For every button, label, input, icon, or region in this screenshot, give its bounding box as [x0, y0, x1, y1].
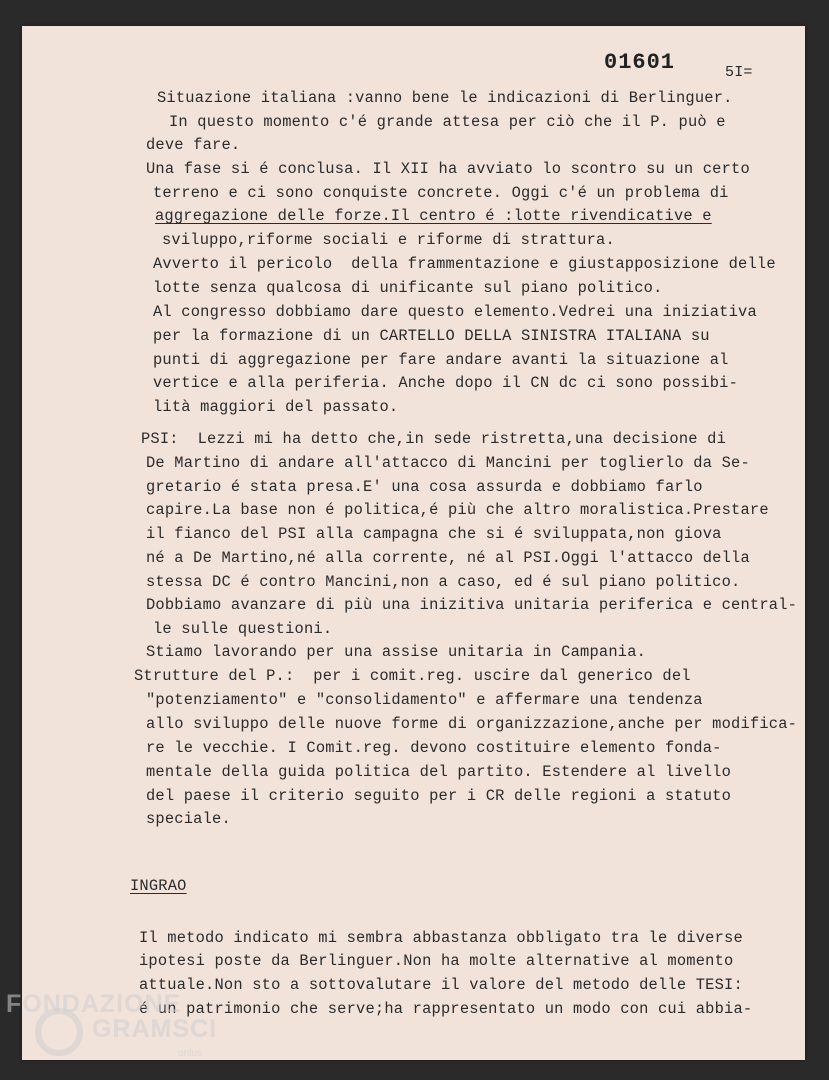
text-line: sviluppo,riforme sociali e riforme di strattura.	[162, 231, 615, 249]
text-line: punti di aggregazione per fare andare avanti la situazione al	[153, 351, 729, 369]
page-number: 5I=	[725, 64, 753, 81]
text-line: re le vecchie. I Comit.reg. devono costituire elemento fonda-	[146, 739, 722, 757]
document-page	[22, 26, 805, 1060]
text-line: terreno e ci sono conquiste concrete. Oggi c'é un problema di	[153, 184, 729, 202]
text-line: per la formazione di un CARTELLO DELLA SINISTRA ITALIANA su	[153, 327, 710, 345]
text-line: é un patrimonio che serve;ha rappresentato un modo con cui abbia-	[139, 1000, 753, 1018]
text-line: attuale.Non sto a sottovalutare il valore del metodo delle TESI:	[139, 976, 743, 994]
section-strutture-line: Strutture del P.: per i comit.reg. uscire dal generico del	[134, 667, 691, 685]
text-line: Dobbiamo avanzare di più una inizitiva unitaria periferica e central-	[146, 596, 798, 614]
text-line: Il metodo indicato mi sembra abbastanza obbligato tra le diverse	[139, 929, 743, 947]
text-line: ipotesi poste da Berlinguer.Non ha molte alternative al momento	[139, 952, 734, 970]
text-line: De Martino di andare all'attacco di Mancini per toglierlo da Se-	[146, 454, 750, 472]
fondazione-gramsci-watermark	[0, 985, 230, 1080]
text-line: deve fare.	[146, 136, 241, 154]
text-line: In questo momento c'é grande attesa per ciò che il P. può e	[169, 113, 726, 131]
text-line: Una fase si é conclusa. Il XII ha avviato lo scontro su un certo	[146, 160, 750, 178]
text-line: mentale della guida politica del partito. Estendere al livello	[146, 763, 732, 781]
text-line: Situazione italiana :vanno bene le indicazioni di Berlinguer.	[157, 89, 733, 107]
text-line: allo sviluppo delle nuove forme di organizzazione,anche per modifica-	[146, 715, 798, 733]
text-line: lotte senza qualcosa di unificante sul piano politico.	[153, 279, 663, 297]
text-line: le sulle questioni.	[153, 620, 333, 638]
watermark-line2: GRAMSCI	[92, 1015, 218, 1043]
text-line: speciale.	[146, 810, 231, 828]
speaker-heading-ingrao: INGRAO	[130, 877, 187, 895]
text-line: Al congresso dobbiamo dare questo elemento.Vedrei una iniziativa	[153, 303, 757, 321]
text-line: "potenziamento" e "consolidamento" e affermare una tendenza	[146, 691, 703, 709]
text-line: aggregazione delle forze.Il centro é :lotte rivendicative e	[155, 207, 712, 225]
text-line: Stiamo lavorando per una assise unitaria in Campania.	[146, 643, 647, 661]
text-line: capire.La base non é politica,é più che altro moralistica.Prestare	[146, 501, 769, 519]
text-line: né a De Martino,né alla corrente, né al PSI.Oggi l'attacco della	[146, 549, 750, 567]
text-line: del paese il criterio seguito per i CR delle regioni a statuto	[146, 787, 732, 805]
document-number: 01601	[604, 50, 676, 75]
watermark-line1: FONDAZIONE	[6, 990, 182, 1018]
text-line: gretario é stata presa.E' una cosa assurda e dobbiamo farlo	[146, 478, 703, 496]
text-line: Avverto il pericolo della frammentazione e giustapposizione delle	[153, 255, 776, 273]
text-line: vertice e alla periferia. Anche dopo il CN dc ci sono possibi-	[153, 374, 739, 392]
text-line: stessa DC é contro Mancini,non a caso, ed é sul piano politico.	[146, 573, 741, 591]
text-line: lità maggiori del passato.	[153, 398, 399, 416]
section-psi-line: PSI: Lezzi mi ha detto che,in sede ristretta,una decisione di	[141, 430, 727, 448]
watermark-suffix: onlus	[178, 1048, 202, 1059]
text-line: il fianco del PSI alla campagna che si é sviluppata,non giova	[146, 525, 722, 543]
